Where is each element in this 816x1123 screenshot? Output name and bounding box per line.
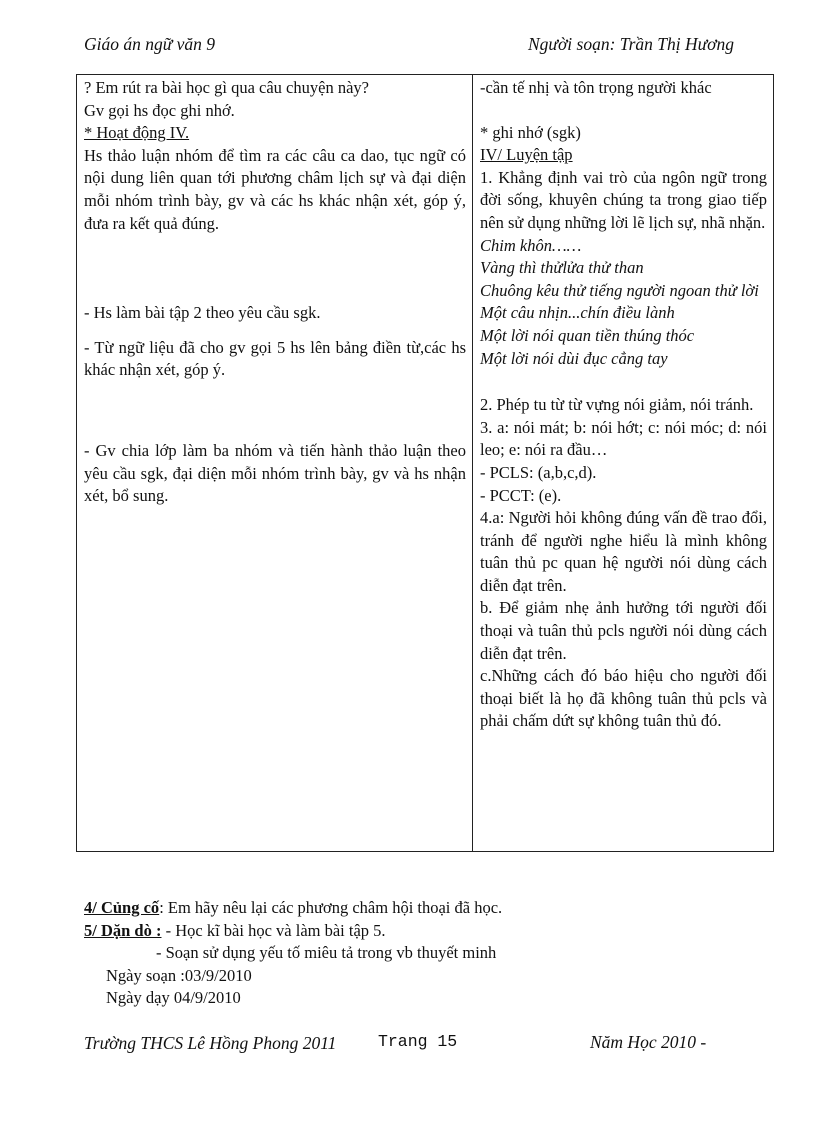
- lesson-takeaway: -cần tế nhị và tôn trọng người khác: [480, 78, 712, 97]
- group-work-instruction: - Gv chia lớp làm ba nhóm và tiến hành thảo luận theo yêu cầu sgk, đại diện mỗi nhóm trình bày, gv và hs nhận xét, bổ sung.: [84, 440, 466, 506]
- assignment-line: [84, 920, 502, 943]
- review-label: 4/ Củng cố: [84, 898, 160, 917]
- prep-date: Ngày soạn :03/9/2010: [106, 965, 252, 985]
- memo-note: * ghi nhớ (sgk): [480, 122, 581, 142]
- lesson-table: [76, 74, 774, 852]
- question-line: ? Em rút ra bài học gì qua câu chuyện này?: [84, 78, 369, 97]
- assignment-item: - Soạn sử dụng yếu tố miêu tả trong vb thuyết minh: [156, 943, 497, 963]
- answer-4c: c.Những cách đó báo hiệu cho người đối thoại biết là họ đã không tuân thủ pcls và phải chấm dứt sự không tuân thủ đó.: [480, 666, 767, 731]
- teacher-activity-cell: [77, 75, 473, 852]
- footer-school: Trường THCS Lê Hồng Phong 2011: [84, 1033, 337, 1053]
- header-author: Người soạn: Trần Thị Hương: [528, 34, 735, 54]
- homework-section: [84, 897, 502, 1010]
- footer-page-number: Trang 15: [378, 1032, 458, 1051]
- review-line: [84, 897, 502, 920]
- practice-heading: IV/ Luyện tập: [480, 145, 573, 165]
- answer-2: 2. Phép tu từ từ vựng nói giảm, nói tránh.: [480, 395, 754, 415]
- content-cell: [473, 75, 774, 852]
- instruction-line: Gv gọi hs đọc ghi nhớ.: [84, 100, 235, 120]
- answer-1: 1. Khẳng định vai trò của ngôn ngữ trong đời sống, khuyên chúng ta trong giao tiếp nên sử dụng những lời lẽ lịch sự, nhã nhặn.: [480, 167, 767, 232]
- review-text: : Em hãy nêu lại các phương châm hội thoại đã học.: [159, 898, 503, 917]
- proverb-line: Chuông kêu thử tiếng người ngoan thử lời: [480, 280, 759, 300]
- proverb-line: Vàng thì thửlửa thử than: [480, 258, 644, 278]
- proverb-line: Chim khôn……: [480, 235, 582, 255]
- proverb-line: Một lời nói quan tiền thúng thóc: [480, 325, 695, 345]
- group-discussion-text: Hs thảo luận nhóm để tìm ra các câu ca dao, tục ngữ có nội dung liên quan tới phương châm lịch sự và đại diện mỗi nhóm trình bày, gv và các hs khác nhận xét, góp ý, đưa ra kết quả đúng.: [84, 145, 466, 233]
- header-subject: Giáo án ngữ văn 9: [84, 34, 216, 54]
- proverb-line: Một lời nói dùi đục cẳng tay: [480, 348, 668, 368]
- footer-school-year: Năm Học 2010 -: [590, 1032, 707, 1052]
- answer-4b: b. Để giảm nhẹ ảnh hưởng tới người đối thoại và tuân thủ pcls người nói dùng cách diễn đạt trên.: [480, 598, 767, 663]
- teach-date: Ngày dạy 04/9/2010: [106, 988, 241, 1008]
- fill-in-instruction: - Từ ngữ liệu đã cho gv gọi 5 hs lên bảng điền từ,các hs khác nhận xét, góp ý.: [84, 337, 466, 380]
- answer-pcct: - PCCT: (e).: [480, 485, 562, 505]
- answer-pcls: - PCLS: (a,b,c,d).: [480, 462, 597, 482]
- answer-4a: 4.a: Người hỏi không đúng vấn đề trao đổi, tránh để người nghe hiểu là mình không tuân thủ pc quan hệ người nói dùng cách diễn đạt trên.: [480, 508, 767, 595]
- proverb-line: Một câu nhịn...chín điều lành: [480, 303, 675, 323]
- assignment-text: - Học kĩ bài học và làm bài tập 5.: [161, 920, 386, 940]
- assignment-label: 5/ Dặn dò :: [84, 920, 162, 940]
- exercise-2-instruction: - Hs làm bài tập 2 theo yêu cầu sgk.: [84, 303, 321, 323]
- answer-3: 3. a: nói mát; b: nói hớt; c: nói móc; d: nói leo; e: nói ra đầu…: [480, 417, 767, 460]
- activity-heading: * Hoạt động IV.: [84, 123, 190, 143]
- table-row: [77, 75, 774, 852]
